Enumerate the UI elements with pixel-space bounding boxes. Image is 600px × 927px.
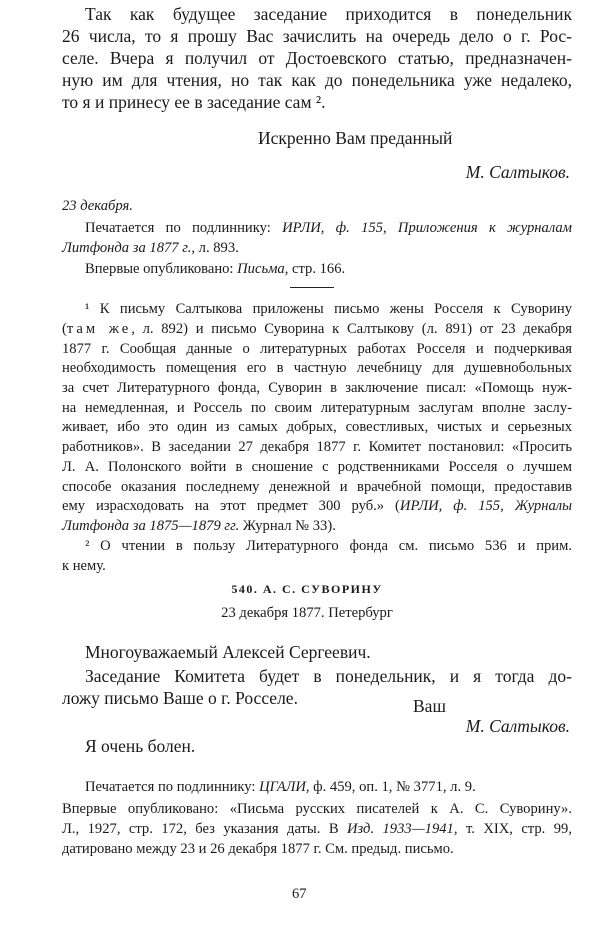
text-segment: стр. 166.: [288, 261, 346, 277]
footnote-line: [62, 458, 572, 476]
text-segment: Литфонда за 1877 г.,: [62, 240, 196, 256]
body-text-line: [62, 92, 326, 112]
footnote-line: [62, 379, 572, 397]
text-segment: л. 893.: [195, 240, 239, 256]
letter-signature: М. Салтыков.: [465, 716, 570, 736]
letter-dateline: 23 декабря 1877. Петербург: [221, 605, 393, 621]
text-segment: селе. Вчера я получил от Достоевского статью, предназначен-: [62, 48, 572, 68]
text-segment: ² О чтении в пользу Литературного фонда см. письмо 536 и прим.: [85, 538, 572, 554]
text-segment: ИРЛИ, ф. 155, Журналы: [399, 498, 572, 514]
source-note-line: [62, 800, 572, 818]
letter-salutation: Многоуважаемый Алексей Сергеевич.: [85, 642, 371, 662]
footnote-line: [62, 557, 106, 575]
text-segment: Журнал № 33).: [239, 518, 336, 534]
letter-postscript: Я очень болен.: [85, 736, 196, 756]
text-segment: Заседание Комитета будет в понедельник, и я тогда до-: [85, 666, 572, 686]
text-segment: Впервые опубликовано:: [85, 261, 238, 277]
source-note-line: [85, 219, 572, 237]
text-segment: работников». В заседании 27 декабря 1877 г. Комитет постановил: «Просить: [62, 439, 572, 455]
text-segment: ложу письмо Ваше о г. Росселе.: [62, 688, 298, 708]
letter-heading: 540. А. С. СУВОРИНУ: [231, 582, 383, 596]
footnote-line: [62, 359, 572, 377]
body-text-line: [62, 70, 572, 90]
text-segment: ную им для чтения, но так как до понедельника уже недалеко,: [62, 70, 572, 90]
footnote-line: [85, 537, 572, 555]
text-segment: Впервые опубликовано: «Письма русских писателей к А. С. Суворину».: [62, 801, 572, 817]
text-segment: Письма,: [237, 261, 289, 277]
source-note-line: [85, 260, 345, 278]
body-text-line: [62, 48, 572, 68]
text-segment: Печатается по подлиннику:: [85, 779, 260, 795]
text-segment: т. XIX, стр. 99,: [457, 821, 572, 837]
letter-date: 23 декабря.: [62, 198, 133, 214]
text-segment: ЦГАЛИ,: [259, 779, 310, 795]
footnote-divider: [290, 287, 334, 288]
footnote-line: [85, 300, 572, 318]
text-segment: к нему.: [62, 558, 106, 574]
text-segment: на немедленная, и Россель по своим литературным заслугам вполне заслу-: [62, 400, 572, 416]
footnote-line: [62, 497, 572, 515]
footnote-line: [62, 517, 336, 535]
source-note-line: [62, 239, 239, 257]
text-segment: Литфонда за 1875—1879 гг.: [62, 518, 240, 534]
text-segment: 26 числа, то я прошу Вас зачислить на очередь дело о г. Рос-: [62, 26, 572, 46]
text-segment: там же: [66, 321, 132, 337]
footnote-line: [62, 438, 572, 456]
text-segment: датировано между 23 и 26 декабря 1877 г. См. предыд. письмо.: [62, 841, 454, 857]
text-segment: способе оказания последнему денежной и врачебной помощи, предоставив: [62, 479, 572, 495]
footnote-line: [62, 418, 572, 436]
footnote-line: [62, 399, 572, 417]
text-segment: ¹ К письму Салтыкова приложены письмо жены Росселя к Суворину: [85, 301, 572, 317]
closing-phrase: Искренно Вам преданный: [258, 128, 453, 148]
body-text-line: [85, 4, 572, 24]
footnote-line: [62, 340, 572, 358]
body-text-line: [62, 26, 572, 46]
signature: М. Салтыков.: [465, 162, 570, 182]
text-segment: Л. А. Полонского войти в сношение с родственниками Росселя о лучшем: [62, 459, 572, 475]
text-segment: ему израсходовать на этот предмет 300 руб.» (: [62, 498, 400, 514]
footnote-line: [62, 320, 572, 338]
footnote-line: [62, 478, 572, 496]
text-segment: (: [62, 321, 67, 337]
text-segment: Л., 1927, стр. 172, без указания даты. В: [62, 821, 347, 837]
source-note-line: [62, 820, 572, 838]
text-segment: , л. 892) и письмо Суворина к Салтыкову (л. 891) от 23 декабря: [131, 321, 572, 337]
text-segment: то я и принесу ее в заседание сам ².: [62, 92, 326, 112]
letter-closing: Ваш: [413, 696, 446, 716]
text-segment: Изд. 1933—1941,: [347, 821, 458, 837]
page-number: 67: [292, 886, 307, 902]
letter-body-line: [85, 666, 572, 686]
text-segment: ИРЛИ, ф. 155, Приложения к журналам: [282, 220, 572, 236]
text-segment: живает, ибо это один из самых добрых, совестливых, чистых и серьезных: [62, 419, 572, 435]
text-segment: Печатается по подлиннику:: [85, 220, 283, 236]
text-segment: необходимость помещения его в частную лечебницу для душевнобольных: [62, 360, 572, 376]
text-segment: ф. 459, оп. 1, № 3771, л. 9.: [309, 779, 476, 795]
source-note-line: [62, 840, 454, 858]
text-segment: за счет Литературного фонда, Суворин в заключение писал: «Помощь нуж-: [62, 380, 572, 396]
letter-body-line: [62, 688, 298, 708]
text-segment: Так как будущее заседание приходится в понедельник: [85, 4, 572, 24]
text-segment: 1877 г. Сообщая данные о литературных работах Росселя и подчеркивая: [62, 341, 572, 357]
source-note-line: [85, 778, 476, 796]
